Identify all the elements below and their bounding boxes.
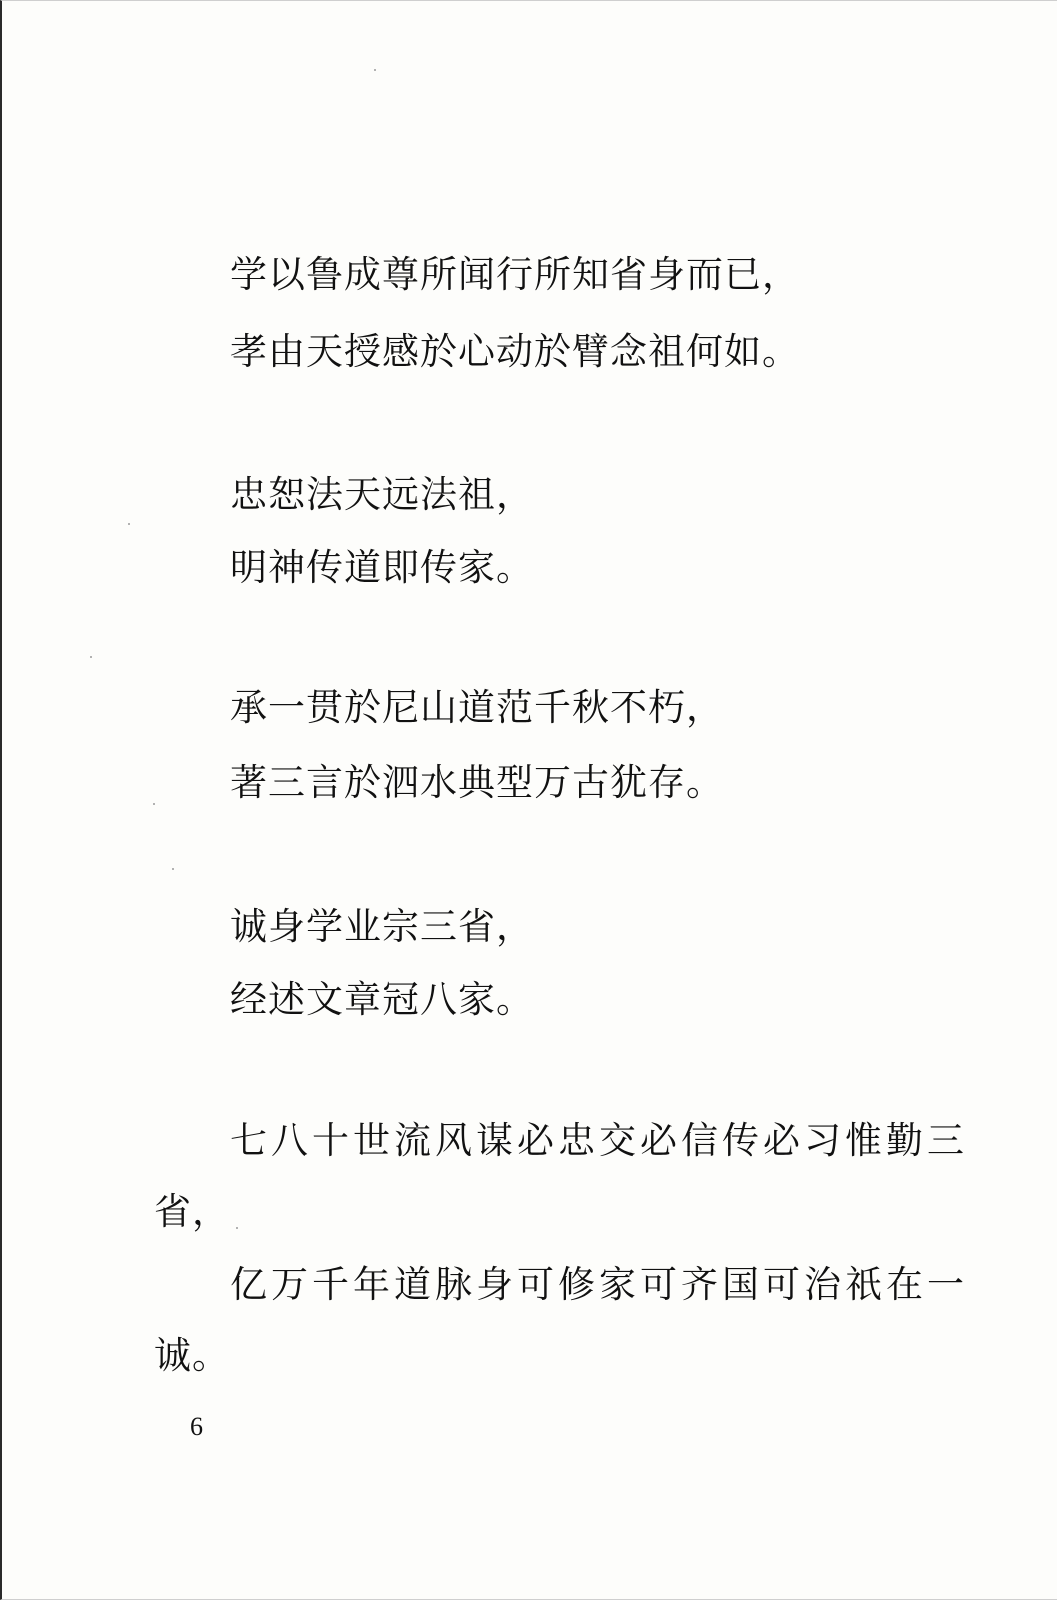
- text-line: 亿万千年道脉身可修家可齐国可治祇在一: [230, 1263, 968, 1306]
- text-line: 明神传道即传家。: [230, 546, 534, 589]
- page-number: 6: [190, 1412, 203, 1441]
- text-line: 著三言於泗水典型万古犹存。: [230, 761, 724, 804]
- text-line: 孝由天授感於心动於臂念祖何如。: [230, 330, 800, 373]
- scan-speck: [374, 69, 376, 71]
- scan-speck: [90, 656, 92, 658]
- scan-speck: [236, 1227, 238, 1229]
- scan-speck: [128, 523, 130, 525]
- scan-speck: [153, 803, 155, 805]
- text-line: 诚。: [154, 1334, 230, 1377]
- text-line: 承一贯於尼山道范千秋不朽，: [230, 686, 724, 729]
- text-line: 经述文章冠八家。: [230, 978, 534, 1021]
- text-line: 忠恕法天远法祖，: [230, 473, 534, 516]
- text-line: 学以鲁成尊所闻行所知省身而已，: [230, 253, 800, 296]
- text-line: 诚身学业宗三省，: [230, 905, 534, 948]
- text-line: 七八十世流风谋必忠交必信传必习惟勤三: [230, 1119, 968, 1162]
- text-line: 省，: [154, 1190, 230, 1233]
- scan-speck: [172, 868, 174, 870]
